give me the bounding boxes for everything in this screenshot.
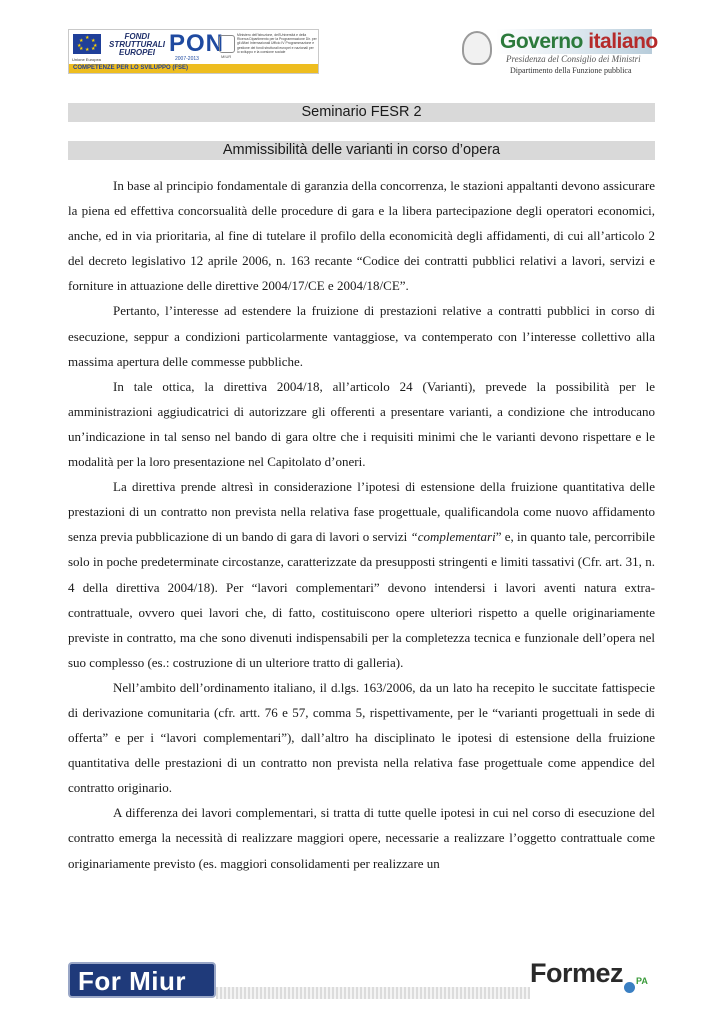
formez-pa-logo: Formez PA xyxy=(528,958,658,1000)
document-title: Seminario FESR 2 xyxy=(68,103,655,122)
paragraph: In tale ottica, la direttiva 2004/18, all’articolo 24 (Varianti), prevede la possibilità per le amministrazioni aggiudicatrici di autorizzare gli offerenti a presentare varianti, a condizione che introducano un’indicazione in tal senso nel bando di gara oltre che i requisiti minimi che le varianti devono rispettare e le modalità per la loro presentazione nel Capitolato d’oneri. xyxy=(68,378,655,470)
ministry-caption: MIUR xyxy=(221,54,232,59)
pon-logo: PON xyxy=(169,30,225,57)
paragraph: A differenza dei lavori complementari, si tratta di tutte quelle ipotesi in cui nel corso di esecuzione del contratto emerga la necessità di realizzare maggiori opere, necessarie a realizzare l’oggetto contrattuale come originariamente previsto (es. maggiori consolidamenti per realizzare un xyxy=(68,805,655,871)
ministry-text: Ministero dell'Istruzione, dell'Università e della Ricerca Dipartimento per la Programmazione Dir. per gli Affari Internazionali Ufficio IV Programmazione e gestione dei fondi strutturali europei e nazionali per lo sviluppo e la coesione sociale xyxy=(237,33,317,54)
presidenza-subtitle: Presidenza del Consiglio dei Ministri xyxy=(506,54,641,64)
governo-italiano-logo xyxy=(462,29,658,77)
for-miur-logo: For Miur xyxy=(68,962,216,998)
document-body xyxy=(68,173,655,876)
paragraph: In base al principio fondamentale di garanzia della concorrenza, le stazioni appaltanti devono assicurare la piena ed effettiva concorsualità delle procedure di gara e la libera partecipazione degli operatori economici, anche, ed in via prioritaria, al fine di tutelare il profilo della economicità degli affidamenti, di cui all’articolo 2 del decreto legislativo 12 aprile 2006, n. 163 recante “Codice dei contratti pubblici relativi a lavori, servizi e forniture in attuazione delle direttive 2004/17/CE e 2004/18/CE”. xyxy=(68,178,655,294)
department-label: Dipartimento della Funzione pubblica xyxy=(510,66,632,75)
republic-emblem-icon xyxy=(219,35,235,53)
formez-dot-icon xyxy=(624,982,635,993)
fondi-strutturali-label: FONDI STRUTTURALI EUROPEI xyxy=(109,32,165,57)
document-subtitle: Ammissibilità delle varianti in corso d’opera xyxy=(68,141,655,160)
paragraph: La direttiva prende altresì in considerazione l’ipotesi di estensione della fruizione quantitativa delle prestazioni di un contratto non prevista nella relativa fase progettuale, qualificandola come nuovo affidamento senza previa pubblicazione di un bando di gara di lavori o servizi “complementari” e, in quanto tale, percorribile solo in poche predeterminate circostanze, caratterizzate da presupposti stringenti e limiti tassativi (Cfr. art. 31, n. 4 della direttiva 2004/18). Per “lavori complementari” devono intendersi i lavori aventi natura extra-contrattuale, ovvero quei lavori che, di fatto, costituiscono opere ulteriori rispetto a quelle originariamente previste in contratto, ma che sono divenuti indispensabili per la completezza tecnica e funzionale dell’opera nel suo complesso (es.: costruzione di un ulteriore tratto di galleria). xyxy=(68,479,655,670)
eu-flag-icon: ★ ★ ★ ★ ★ ★ ★ ★ xyxy=(73,34,101,54)
competenze-bar: COMPETENZE PER LO SVILUPPO (FSE) xyxy=(69,64,318,73)
republic-emblem-icon xyxy=(462,31,492,65)
pon-logo-strip xyxy=(68,29,319,74)
paragraph: Pertanto, l’interesse ad estendere la fruizione di prestazioni relative a contratti pubblici in corso di esecuzione, seppur a condizioni particolarmente vantaggiose, va contemperato con l’interesse collettivo alla massima apertura delle commesse pubbliche. xyxy=(68,303,655,369)
governo-italiano-title: Governo italiano xyxy=(500,30,658,53)
eu-caption: Unione Europea xyxy=(72,57,101,62)
paragraph: Nell’ambito dell’ordinamento italiano, il d.lgs. 163/2006, da un lato ha recepito le succitate fattispecie di derivazione comunitaria (cfr. artt. 76 e 57, comma 5, rispettivamente, per le “varianti progettuali in sede di offerta” e per i “lavori complementari”), dall’altro ha disciplinato le ipotesi di estensione della fruizione quantitativa delle prestazioni di un contratto non prevista nella relativa fase progettuale come appendice del contratto originario. xyxy=(68,679,655,796)
pon-years: 2007-2013 xyxy=(175,56,199,62)
footer-divider xyxy=(216,987,530,999)
